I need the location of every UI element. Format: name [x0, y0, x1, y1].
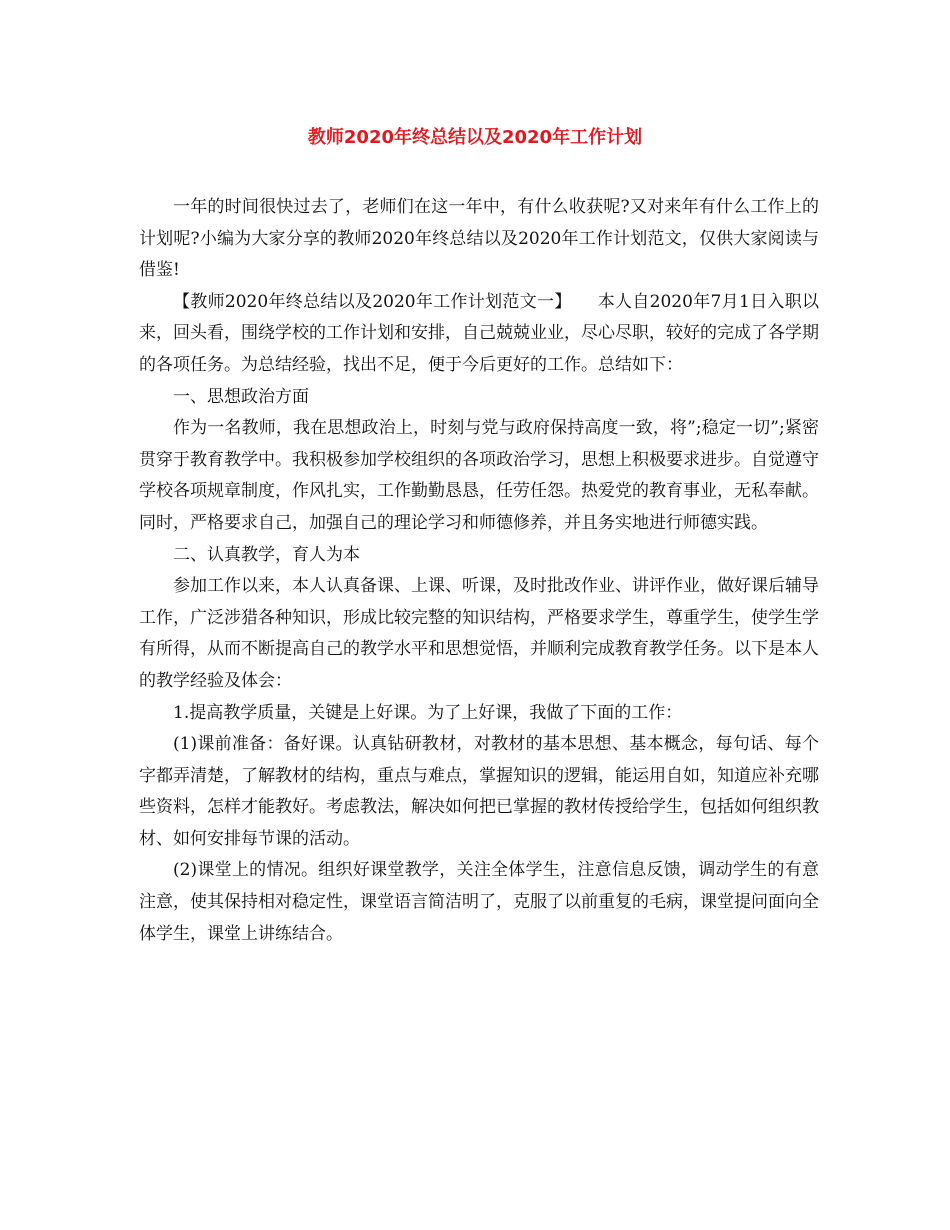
paragraph-classroom: (2)课堂上的情况。组织好课堂教学，关注全体学生，注意信息反馈，调动学生的有意注意，使其保持相对稳定性，课堂语言简洁明了，克服了以前重复的毛病，课堂提问面向全体学生，课堂上讲练结合。 — [139, 860, 819, 944]
document-title: 教师2020年终总结以及2020年工作计划 — [307, 127, 643, 148]
paragraph-teaching-quality: 1.提高教学质量，关键是上好课。为了上好课，我做了下面的工作： — [173, 702, 683, 723]
paragraph-serious-teaching: 参加工作以来，本人认真备课、上课、听课，及时批改作业、讲评作业，做好课后辅导工作，广泛涉猎各种知识，形成比较完整的知识结构，严格要求学生，尊重学生，使学生学有所得，从而不断提高自己的教学水平和思想觉悟，并顺利完成教育教学任务。以下是本人的教学经验及体会： — [139, 576, 819, 691]
paragraph-ideology-politics: 作为一名教师，我在思想政治上，时刻与党与政府保持高度一致，将”;稳定一切”;紧密贯穿于教育教学中。我积极参加学校组织的各项政治学习，思想上积极要求进步。自觉遵守学校各项规章制度，作风扎实，工作勤勤恳恳，任劳任怨。热爱党的教育事业，无私奉献。同时，严格要求自己，加强自己的理论学习和师德修养，并且务实地进行师德实践。 — [139, 418, 819, 533]
heading-serious-teaching: 二、认真教学，育人为本 — [173, 544, 360, 565]
paragraph-intro: 一年的时间很快过去了，老师们在这一年中，有什么收获呢?又对来年有什么工作上的计划呢?小编为大家分享的教师2020年终总结以及2020年工作计划范文，仅供大家阅读与借鉴! — [139, 197, 819, 281]
paragraph-sample-one: 【教师2020年终总结以及2020年工作计划范文一】 本人自2020年7月1日入职以来，回头看，围绕学校的工作计划和安排，自己兢兢业业，尽心尽职，较好的完成了各学期的各项任务。为总结经验，找出不足，便于今后更好的工作。总结如下： — [139, 291, 819, 375]
document-body — [139, 192, 819, 950]
heading-ideology-politics: 一、思想政治方面 — [173, 386, 309, 407]
paragraph-lesson-prep: (1)课前准备：备好课。认真钻研教材，对教材的基本思想、基本概念，每句话、每个字都弄清楚，了解教材的结构，重点与难点，掌握知识的逻辑，能运用自如，知道应补充哪些资料，怎样才能教好。考虑教法，解决如何把已掌握的教材传授给学生，包括如何组织教材、如何安排每节课的活动。 — [139, 734, 819, 849]
